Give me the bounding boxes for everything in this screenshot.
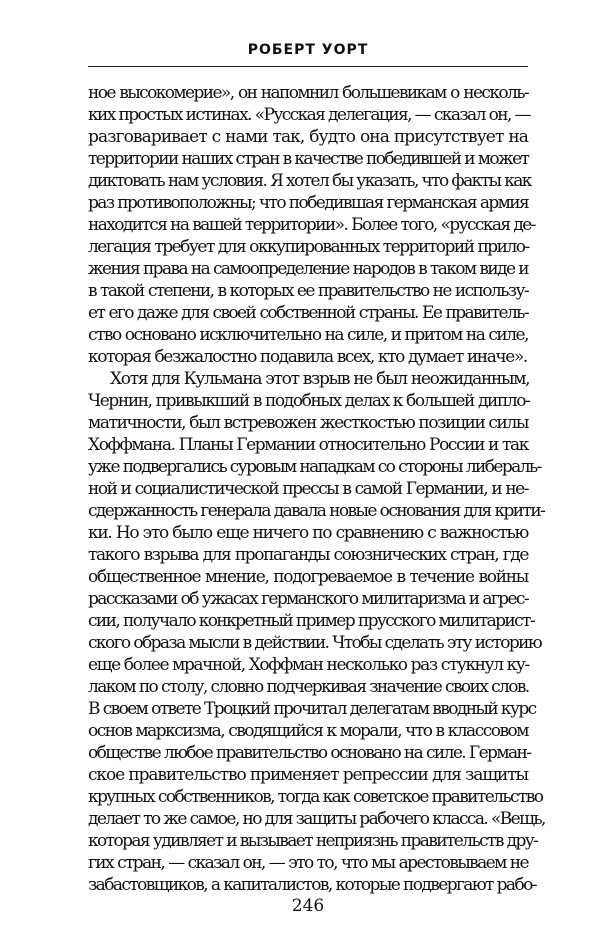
text-line: территории наших стран в качестве победившей и может bbox=[88, 149, 529, 169]
text-line: ной и социалистической прессы в самой Германии, и не- bbox=[88, 479, 528, 499]
text-line: в такой степени, в которых ее правительство не использу- bbox=[88, 281, 528, 301]
text-line: общественное мнение, подогреваемое в течение войны bbox=[88, 567, 528, 587]
text-line: ет его даже для своей собственной страны. Ее правитель- bbox=[88, 303, 528, 323]
text-line: легация требует для оккупированных территорий прило- bbox=[88, 237, 529, 257]
text-line: В своем ответе Троцкий прочитал делегатам вводный курс bbox=[88, 699, 536, 719]
text-line: жения права на самоопределение народов в таком виде и bbox=[88, 259, 528, 279]
text-line: ское правительство применяет репрессии для защиты bbox=[88, 765, 528, 785]
text-line: матичности, был встревожен жесткостью позиции силы bbox=[88, 413, 528, 433]
text-line: Чернин, привыкший в подобных делах к большей дипло- bbox=[88, 391, 530, 411]
text-line: находится на вашей территории». Более того, «русская де- bbox=[88, 215, 535, 235]
text-line: ки. Но это было еще ничего по сравнению с важностью bbox=[88, 523, 528, 543]
text-line: еще более мрачной, Хоффман несколько раз стукнул ку- bbox=[88, 655, 529, 675]
text-line: раз противоположны; что победившая германская армия bbox=[88, 193, 529, 213]
text-line: делает то же самое, но для защиты рабочего класса. «Вещь, bbox=[88, 809, 545, 829]
text-line: такого взрыва для пропаганды союзнических стран, где bbox=[88, 545, 528, 565]
text-line: основ марксизма, сводящийся к морали, что в классовом bbox=[88, 721, 528, 741]
text-line: Хоффмана. Планы Германии относительно России и так bbox=[88, 435, 528, 455]
page-body-text bbox=[88, 82, 545, 896]
text-line: забастовщиков, а капиталистов, которые подвергают рабо- bbox=[88, 875, 536, 895]
text-line: ких простых истинах. «Русская делегация, — сказал он, — bbox=[88, 105, 530, 125]
text-line: ского образа мысли в действии. Чтобы сделать эту историю bbox=[88, 633, 542, 653]
text-line: разговаривает с нами так, будто она присутствует на bbox=[88, 127, 528, 147]
text-line: гих стран, — сказал он, — это то, что мы арестовываем не bbox=[88, 853, 528, 873]
text-line: рассказами об ужасах германского милитаризма и агрес- bbox=[88, 589, 528, 609]
text-line: которая безжалостно подавила всех, кто думает иначе». bbox=[88, 347, 527, 367]
text-line: обществе любое правительство основано на силе. Герман- bbox=[88, 743, 531, 763]
text-line: крупных собственников, тогда как советское правительство bbox=[88, 787, 543, 807]
running-header: РОБЕРТ УОРТ bbox=[247, 42, 369, 58]
text-line: которая удивляет и вызывает неприязнь правительств дру- bbox=[88, 831, 538, 851]
text-line: Хотя для Кульмана этот взрыв не был неожиданным, bbox=[110, 369, 530, 389]
header-rule bbox=[88, 66, 528, 67]
text-line: лаком по столу, словно подчеркивая значение своих слов. bbox=[88, 677, 529, 697]
text-line: сии, получало конкретный пример прусского милитарист- bbox=[88, 611, 535, 631]
text-line: сдержанность генерала давала новые основания для крити- bbox=[88, 501, 545, 521]
page-number: 246 bbox=[291, 896, 325, 916]
text-line: ное высокомерие», он напомнил большевикам о несколь- bbox=[88, 83, 528, 103]
text-line: диктовать нам условия. Я хотел бы указать, что факты как bbox=[88, 171, 531, 191]
text-line: уже подвергались суровым нападкам со стороны либераль- bbox=[88, 457, 541, 477]
text-line: ство основано исключительно на силе, и притом на силе, bbox=[88, 325, 528, 345]
